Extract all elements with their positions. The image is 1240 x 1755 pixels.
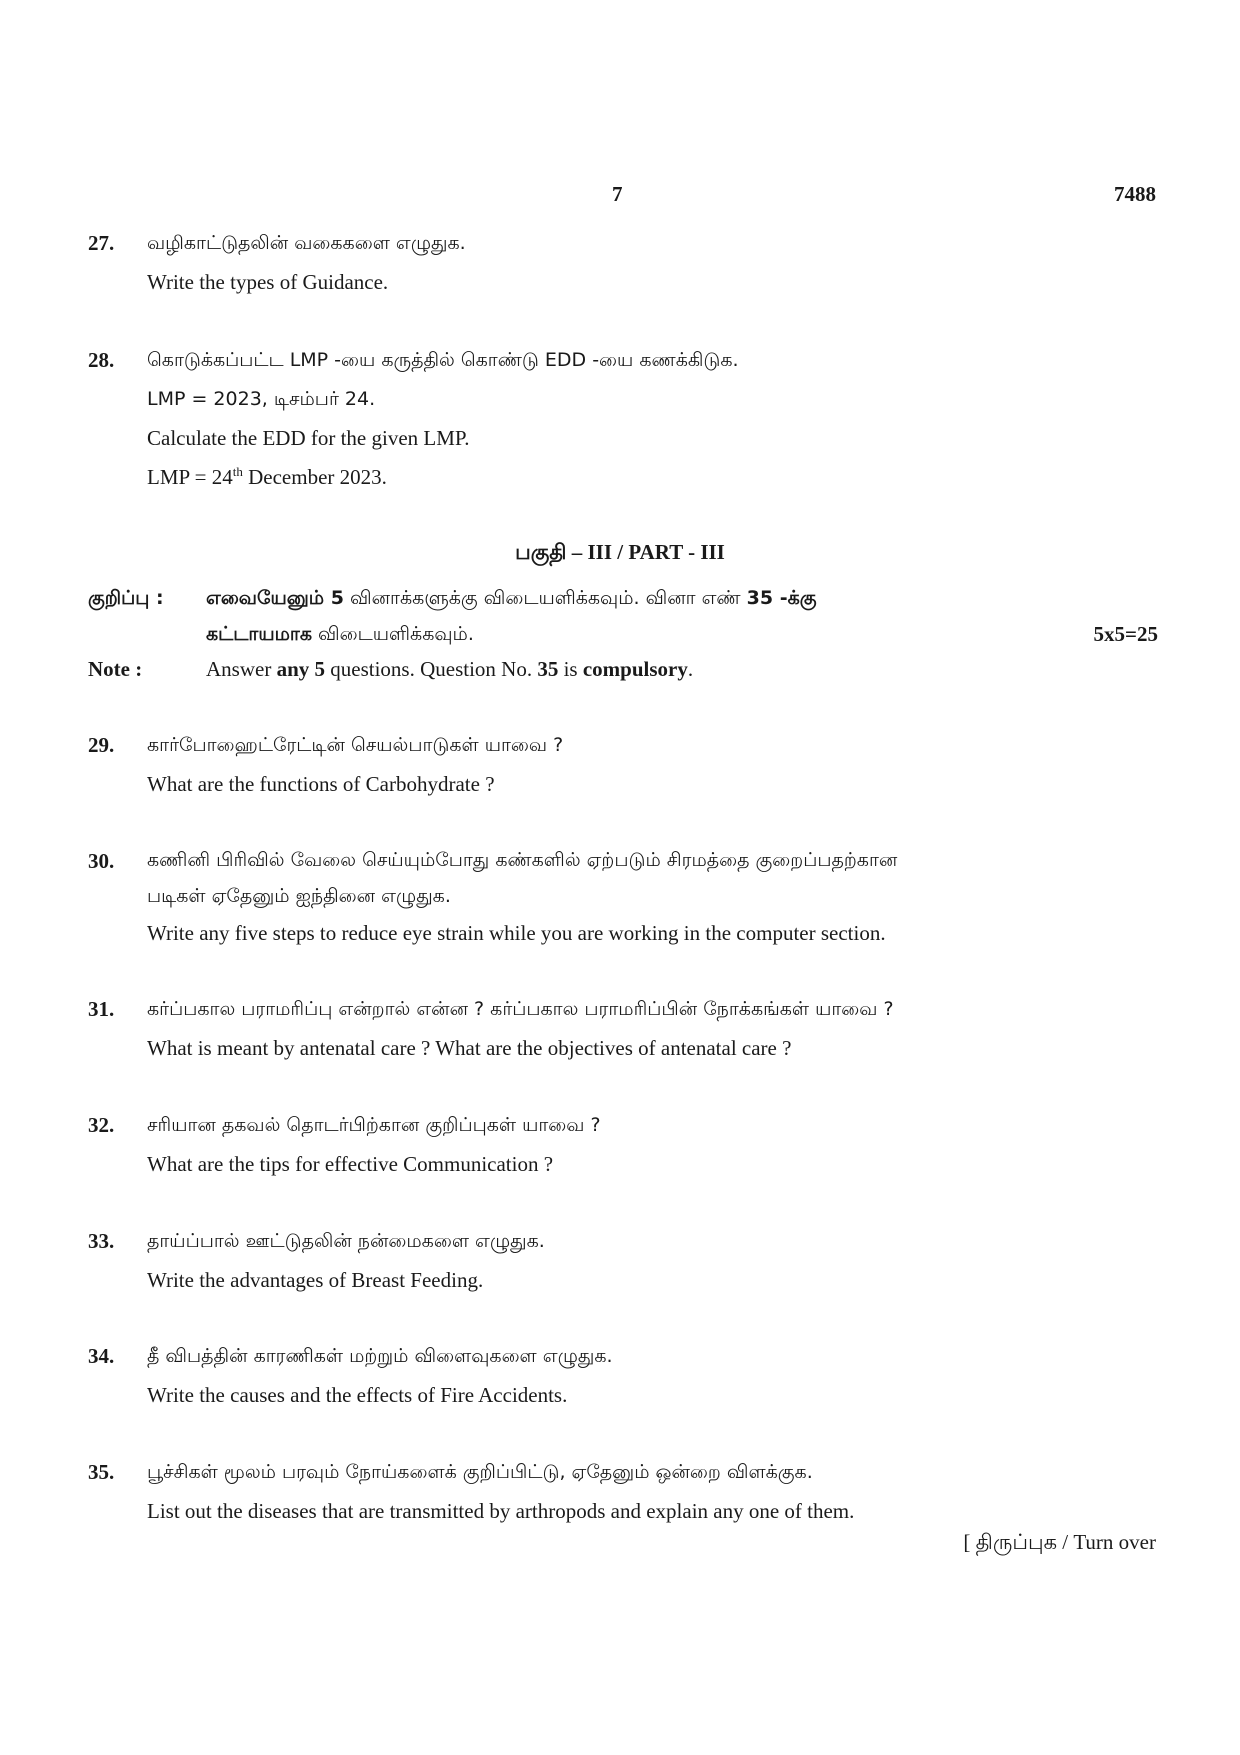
question-text-tamil: வழிகாட்டுதலின் வகைகளை எழுதுக. <box>147 232 466 254</box>
question-30 <box>88 842 1158 953</box>
note-label-tamil: குறிப்பு : <box>88 587 164 609</box>
question-text-tamil-2: படிகள் ஏதேனும் ஐந்தினை எழுதுக. <box>147 885 451 907</box>
note-text: வினாக்களுக்கு விடையளிக்கவும். வினா எண் <box>343 587 747 609</box>
question-31 <box>88 990 1158 1068</box>
question-number: 32. <box>88 1113 115 1137</box>
question-number: 27. <box>88 231 115 255</box>
note-text: Answer <box>206 657 277 681</box>
note-emphasis: கட்டாயமாக <box>206 623 312 645</box>
question-number: 34. <box>88 1344 115 1368</box>
marks: 5x5=25 <box>1093 622 1158 646</box>
question-text-english-2 <box>147 458 1158 497</box>
note-text-english <box>206 651 693 687</box>
question-number: 31. <box>88 997 115 1021</box>
question-text-english: Write the advantages of Breast Feeding. <box>147 1268 484 1292</box>
lmp-prefix: LMP = 24 <box>147 465 233 489</box>
note-emphasis: 35 -க்கு <box>746 587 817 609</box>
question-text-tamil: சரியான தகவல் தொடர்பிற்கான குறிப்புகள் யாவை ? <box>147 1114 601 1136</box>
note-text-tamil <box>206 580 1158 652</box>
question-text-tamil: தீ விபத்தின் காரணிகள் மற்றும் விளைவுகளை எழுதுக. <box>147 1345 613 1367</box>
note-text: . <box>687 657 694 681</box>
note-text: is <box>558 657 583 681</box>
note-emphasis: எவையேனும் 5 <box>206 587 344 609</box>
question-text-tamil: கர்ப்பகால பராமரிப்பு என்றால் என்ன ? கர்ப்பகால பராமரிப்பின் நோக்கங்கள் யாவை ? <box>147 998 894 1020</box>
question-text-english: Write the causes and the effects of Fire Accidents. <box>147 1383 568 1407</box>
question-35 <box>88 1453 1158 1531</box>
note-emphasis: 35 <box>537 657 559 681</box>
question-text-tamil: கார்போஹைட்ரேட்டின் செயல்பாடுகள் யாவை ? <box>147 734 564 756</box>
note-emphasis: compulsory <box>582 657 688 681</box>
question-text-tamil: பூச்சிகள் மூலம் பரவும் நோய்களைக் குறிப்பிட்டு, ஏதேனும் ஒன்றை விளக்குக. <box>147 1461 813 1483</box>
note-english <box>88 651 693 687</box>
note-emphasis: any 5 <box>276 657 326 681</box>
page-number: 7 <box>612 182 623 206</box>
question-29 <box>88 726 1158 804</box>
question-number: 35. <box>88 1460 115 1484</box>
lmp-date: December 2023. <box>242 465 387 489</box>
note-text: விடையளிக்கவும். <box>311 623 474 645</box>
question-number: 30. <box>88 849 115 873</box>
note-text: questions. Question No. <box>325 657 538 681</box>
question-32 <box>88 1106 1158 1184</box>
question-text-english: List out the diseases that are transmitted by arthropods and explain any one of them. <box>147 1499 855 1523</box>
note-label: Note : <box>88 657 143 681</box>
ordinal-suffix: th <box>232 464 243 479</box>
question-number: 28. <box>88 348 115 372</box>
question-text-tamil: கொடுக்கப்பட்ட LMP -யை கருத்தில் கொண்டு EDD -யை கணக்கிடுக. <box>147 349 739 371</box>
question-text-tamil-2: LMP = 2023, டிசம்பர் 24. <box>147 388 376 410</box>
question-text-english: What are the tips for effective Communication ? <box>147 1152 554 1176</box>
part-heading: பகுதி – III / PART - III <box>515 540 725 564</box>
paper-code: 7488 <box>1114 182 1156 206</box>
question-27 <box>88 224 1158 302</box>
question-text-english: Calculate the EDD for the given LMP. <box>147 426 470 450</box>
question-text-english: Write any five steps to reduce eye strain while you are working in the computer section. <box>147 921 886 945</box>
turn-over-label: [ திருப்புக / Turn over <box>963 1530 1156 1554</box>
note-tamil <box>88 580 1158 652</box>
question-text-english: Write the types of Guidance. <box>147 270 389 294</box>
question-text-english: What is meant by antenatal care ? What are the objectives of antenatal care ? <box>147 1036 792 1060</box>
question-34 <box>88 1337 1158 1415</box>
question-33 <box>88 1222 1158 1300</box>
question-text-tamil: கணினி பிரிவில் வேலை செய்யும்போது கண்களில் ஏற்படும் சிரமத்தை குறைப்பதற்கான <box>147 849 898 871</box>
question-text-english: What are the functions of Carbohydrate ? <box>147 772 495 796</box>
question-text-tamil: தாய்ப்பால் ஊட்டுதலின் நன்மைகளை எழுதுக. <box>147 1230 545 1252</box>
question-number: 33. <box>88 1229 115 1253</box>
question-28 <box>88 341 1158 497</box>
question-number: 29. <box>88 733 115 757</box>
